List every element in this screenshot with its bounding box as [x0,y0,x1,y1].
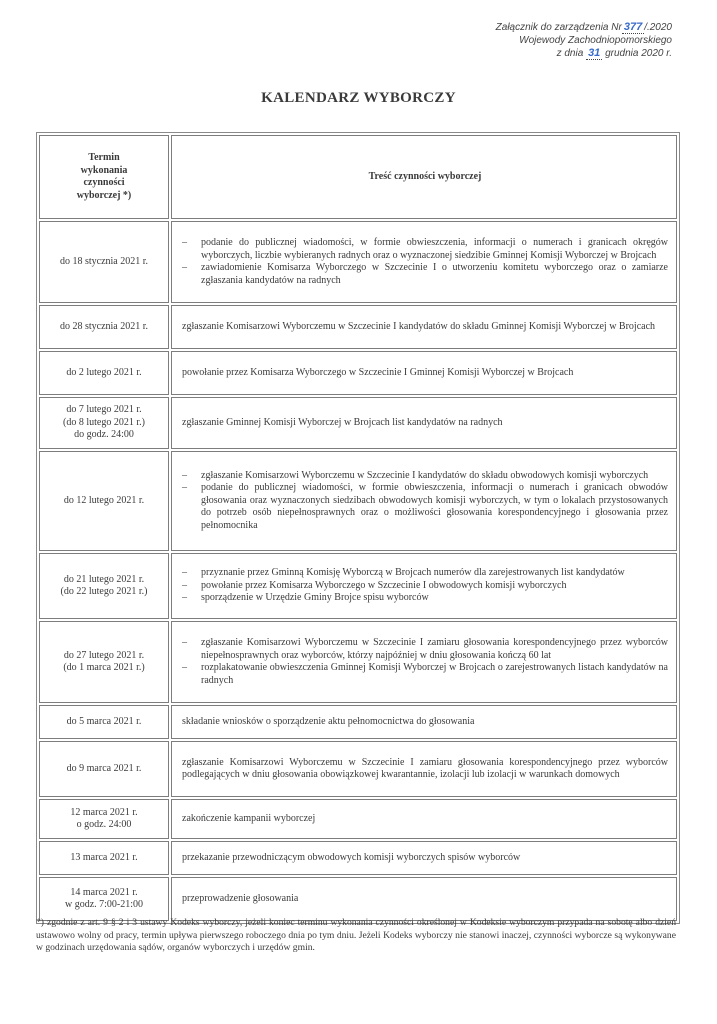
annex-month-year: grudnia 2020 r. [605,48,672,59]
annex-header [496,21,672,60]
table-row [39,305,677,349]
deadline-line: 14 marca 2021 r. [70,886,138,898]
election-calendar-table [39,133,677,923]
header-date-line: wyborczej *) [76,189,132,201]
handwritten-ordinance-number: 377 [623,21,643,33]
deadline-line: do 27 lutego 2021 r. [63,649,145,661]
activity-list-item: – podanie do publicznej wiadomości, w formie obwieszczenia, informacji o numerach i granicach okręgów wyborczych, liczbie wybieranych radnych oraz o wyznaczonej siedzibie Gminnej Komisji Wyborczej w Brojcach [182,237,668,262]
annex-ordinance-label: Załącznik do zarządzenia Nr [495,22,622,33]
activity-cell [171,799,677,839]
deadline-cell [39,553,169,619]
activity-list-item: – podanie do publicznej wiadomości, w formie obwieszczenia, informacji o numerach i granicach obwodów głosowania oraz wyznaczonych siedzibach obwodowych komisji wyborczych, w tym o lokalach przystosowanych do potrzeb osób niepełnosprawnych oraz o możliwości głosowania korespondencyjnego i głosowania przez pełnomocnika [182,482,668,532]
deadline-cell [39,841,169,875]
header-date-line: czynności [83,177,125,188]
header-date-column [39,135,169,219]
activity-list-item: – zawiadomienie Komisarza Wyborczego w Szczecinie I o utworzeniu komitetu wyborczego oraz o zamiarze zgłaszania kandydatów na radnych [182,262,668,287]
deadline-line: do 21 lutego 2021 r. [63,573,145,585]
activity-list [182,237,668,287]
activity-cell [171,841,677,875]
activity-cell [171,221,677,303]
table-row [39,705,677,739]
deadline-line: 13 marca 2021 r. [70,851,138,863]
handwritten-day: 31 [588,47,601,59]
deadline-line: do 7 lutego 2021 r. [66,404,142,416]
deadline-cell [39,877,169,921]
table-header-row [39,135,677,219]
deadline-line: o godz. 24:00 [76,819,132,830]
activity-cell [171,397,677,449]
deadline-line: do 2 lutego 2021 r. [66,366,142,378]
header-date-line: wykonania [80,164,128,176]
table-row [39,621,677,703]
deadline-line: do 5 marca 2021 r. [66,715,142,727]
activity-list-item: – sporządzenie w Urzędzie Gminy Brojce spisu wyborców [182,592,668,605]
deadline-line: (do 8 lutego 2021 r.) [63,416,145,428]
deadline-cell [39,705,169,739]
activity-list [182,567,668,605]
deadline-line: do 12 lutego 2021 r. [63,494,145,506]
activity-list-item: – rozplakatowanie obwieszczenia Gminnej Komisji Wyborczej w Brojcach o zarejestrowanych listach kandydatów na radnych [182,662,668,687]
activity-text: zgłaszanie Komisarzowi Wyborczemu w Szczecinie I kandydatów do składu Gminnej Komisji Wyborczej w Brojcach [182,320,656,332]
activity-text: składanie wniosków o sporządzenie aktu pełnomocnictwa do głosowania [182,715,475,727]
table-row [39,799,677,839]
activity-text: zakończenie kampanii wyborczej [182,812,316,824]
table-row [39,397,677,449]
deadline-line: (do 1 marca 2021 r.) [63,662,145,673]
activity-list-item: – przyznanie przez Gminną Komisję Wyborczą w Brojcach numerów dla zarejestrowanych list kandydatów [182,567,668,580]
election-calendar-table-frame [36,132,680,924]
deadline-line: 12 marca 2021 r. [70,806,138,818]
activity-text: przekazanie przewodniczącym obwodowych komisji wyborczych spisów wyborców [182,851,521,863]
annex-date-label: z dnia [556,48,584,59]
activity-cell [171,351,677,395]
deadline-line: do 28 stycznia 2021 r. [59,320,149,332]
annex-line-1 [496,21,672,34]
activity-cell [171,451,677,551]
deadline-cell [39,397,169,449]
activity-text: zgłaszanie Gminnej Komisji Wyborczej w Brojcach list kandydatów na radnych [182,416,503,428]
header-content-column: Treść czynności wyborczej [171,135,677,219]
table-row [39,553,677,619]
activity-cell [171,741,677,797]
activity-text: powołanie przez Komisarza Wyborczego w Szczecinie I Gminnej Komisji Wyborczej w Brojcach [182,366,574,378]
deadline-line: do 9 marca 2021 r. [66,762,142,774]
activity-cell [171,877,677,921]
activity-list-item: – zgłaszanie Komisarzowi Wyborczemu w Szczecinie I zamiaru głosowania korespondencyjnego przez wyborców niepełnosprawnych oraz wyborców, którzy najpóźniej w dniu głosowania kończą 60 lat [182,637,668,662]
header-date-line: Termin [88,152,120,163]
table-row [39,221,677,303]
table-row [39,451,677,551]
deadline-cell [39,305,169,349]
annex-line-3 [496,47,672,60]
activity-cell [171,621,677,703]
deadline-line: do godz. 24:00 [74,429,134,441]
table-row [39,741,677,797]
table-row [39,351,677,395]
deadline-cell [39,741,169,797]
footnote: *) zgodnie z art. 9 § 2 i 3 ustawy Kodeks wyborczy, jeżeli koniec terminu wykonania czynności określonej w Kodeksie wyborczym przypada na sobotę albo dzień ustawowo wolny od pracy, termin upływa pierwszego roboczego dnia po tym dniu. Jeżeli Kodeks wyborczy nie stanowi inaczej, czynności wyborcze są wykonywane w godzinach urzędowania sądów, organów wyborczych i urzędów gmin. [36,917,676,954]
activity-list [182,637,668,687]
activity-text: zgłaszanie Komisarzowi Wyborczemu w Szczecinie I zamiaru głosowania korespondencyjnego przez wyborców podlegających w dniu głosowania obowiązkowej kwarantannie, izolacji lub izolacji w warunkach domowych [182,756,668,780]
activity-cell [171,705,677,739]
table-row [39,877,677,921]
deadline-line: (do 22 lutego 2021 r.) [60,586,148,597]
activity-list [182,470,668,533]
deadline-cell [39,451,169,551]
deadline-line: w godz. 7:00-21:00 [64,899,144,910]
activity-list-item: – zgłaszanie Komisarzowi Wyborczemu w Szczecinie I kandydatów do składu obwodowych komisji wyborczych [182,470,668,483]
deadline-cell [39,221,169,303]
activity-cell [171,305,677,349]
deadline-cell [39,799,169,839]
annex-line-2: Wojewody Zachodniopomorskiego [519,35,672,46]
deadline-cell [39,621,169,703]
activity-cell [171,553,677,619]
page-title: KALENDARZ WYBORCZY [261,90,456,106]
activity-text: przeprowadzenie głosowania [182,892,299,904]
table-row [39,841,677,875]
activity-list-item: – powołanie przez Komisarza Wyborczego w Szczecinie I obwodowych komisji wyborczych [182,580,668,593]
deadline-line: do 18 stycznia 2021 r. [59,255,149,267]
deadline-cell [39,351,169,395]
annex-year: /.2020 [644,22,672,33]
